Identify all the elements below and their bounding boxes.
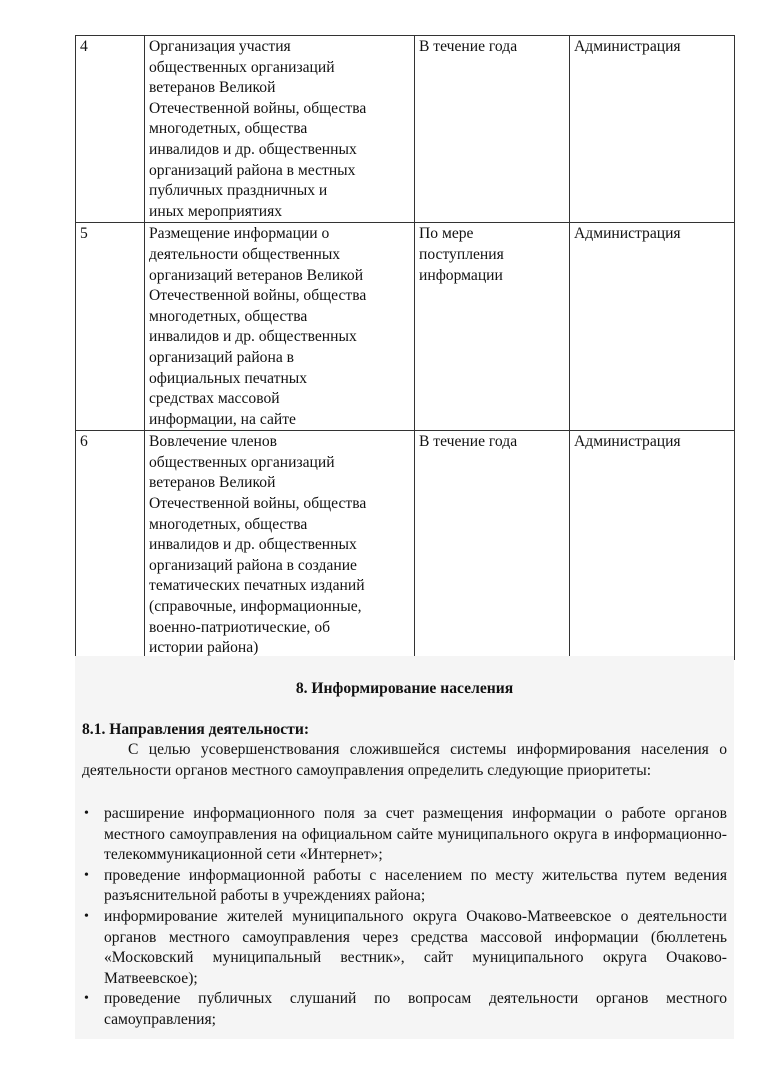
bullet-icon: • (84, 806, 89, 821)
text-line: военно-патриотические, об (149, 618, 331, 636)
table-row (76, 36, 735, 223)
text-line: поступления (419, 245, 504, 263)
bullet-icon: • (84, 991, 89, 1007)
text-line: В течение года (419, 433, 518, 451)
bullet-icon: • (84, 867, 89, 883)
text-line: деятельности общественных (149, 245, 341, 263)
row-number: 6 (76, 431, 145, 660)
text-line: организаций района в создание (149, 556, 357, 574)
bullet-icon: • (84, 908, 89, 924)
text-line: организаций района в (149, 348, 295, 366)
event-description (145, 431, 415, 660)
section-title: 8. Информирование населения (295, 680, 514, 697)
text-line: многодетных, общества (149, 515, 308, 533)
table-row (76, 431, 735, 660)
text-line: средствах массовой (149, 390, 280, 408)
event-term (415, 431, 570, 660)
text-line: Отечественной войны, общества (149, 495, 367, 513)
text-line: Вовлечение членов (149, 433, 277, 451)
text-line: тематических печатных изданий (149, 577, 365, 595)
text-line: организаций района в местных (149, 161, 356, 179)
text-line: общественных организаций (149, 58, 335, 76)
text-line: многодетных, общества (149, 307, 308, 325)
intro-paragraph: С целью усовершенствования сложившейся системы информирования населения о деятельности органов местного самоуправления определить следующие приоритеты: (82, 741, 727, 779)
event-responsible: Администрация (570, 36, 735, 223)
text-line: Отечественной войны, общества (149, 99, 367, 117)
text-line: (справочные, информационные, (149, 598, 362, 616)
text-line: Организация участия (149, 38, 291, 55)
list-item (82, 866, 727, 907)
priorities-list (82, 804, 727, 1031)
text-line: ветеранов Великой (149, 474, 276, 492)
list-item-text: проведение информационной работы с населением по месту жительства путем ведения разъяснительной работы в учреждениях района; (104, 866, 727, 905)
event-responsible: Администрация (570, 223, 735, 431)
text-line: По мере (419, 225, 474, 243)
list-item (82, 804, 727, 866)
text-line: В течение года (419, 38, 518, 55)
text-line: публичных праздничных и (149, 182, 328, 200)
list-item-text: информирование жителей муниципального округа Очаково-Матвеевское о деятельности органов местного самоуправления через средства массовой информации (бюллетень «Московский муниципальный вестник», сайт муниципального округа Очаково-Матвеевское); (104, 907, 727, 987)
text-line: иных мероприятиях (149, 202, 283, 220)
text-line: информации (419, 266, 503, 284)
event-term (415, 36, 570, 223)
row-number: 5 (76, 223, 145, 431)
event-term (415, 223, 570, 431)
list-item-text: проведение публичных слушаний по вопросам деятельности органов местного самоуправления; (104, 990, 727, 1028)
event-responsible: Администрация (570, 431, 735, 660)
text-line: информации, на сайте (149, 410, 296, 428)
events-table (75, 35, 735, 660)
text-line: официальных печатных (149, 369, 308, 387)
event-description (145, 223, 415, 431)
text-line: Размещение информации о (149, 225, 330, 243)
list-item (82, 989, 727, 1030)
list-item (82, 907, 727, 989)
text-line: инвалидов и др. общественных (149, 536, 357, 554)
text-line: многодетных, общества (149, 120, 308, 138)
subsection-title: 8.1. Направления деятельности: (82, 721, 310, 738)
text-line: инвалидов и др. общественных (149, 140, 357, 158)
table-row (76, 223, 735, 431)
text-line: инвалидов и др. общественных (149, 328, 357, 346)
text-line: истории района) (149, 639, 259, 657)
row-number: 4 (76, 36, 145, 223)
text-line: ветеранов Великой (149, 79, 276, 97)
event-description (145, 36, 415, 223)
text-line: общественных организаций (149, 453, 335, 471)
list-item-text: расширение информационного поля за счет размещения информации о работе органов местного самоуправления на официальном сайте муниципального округа в информационно-телекоммуникационной сети «Интернет»; (104, 805, 727, 864)
text-line: организаций ветеранов Великой (149, 266, 364, 284)
text-line: Отечественной войны, общества (149, 287, 367, 305)
